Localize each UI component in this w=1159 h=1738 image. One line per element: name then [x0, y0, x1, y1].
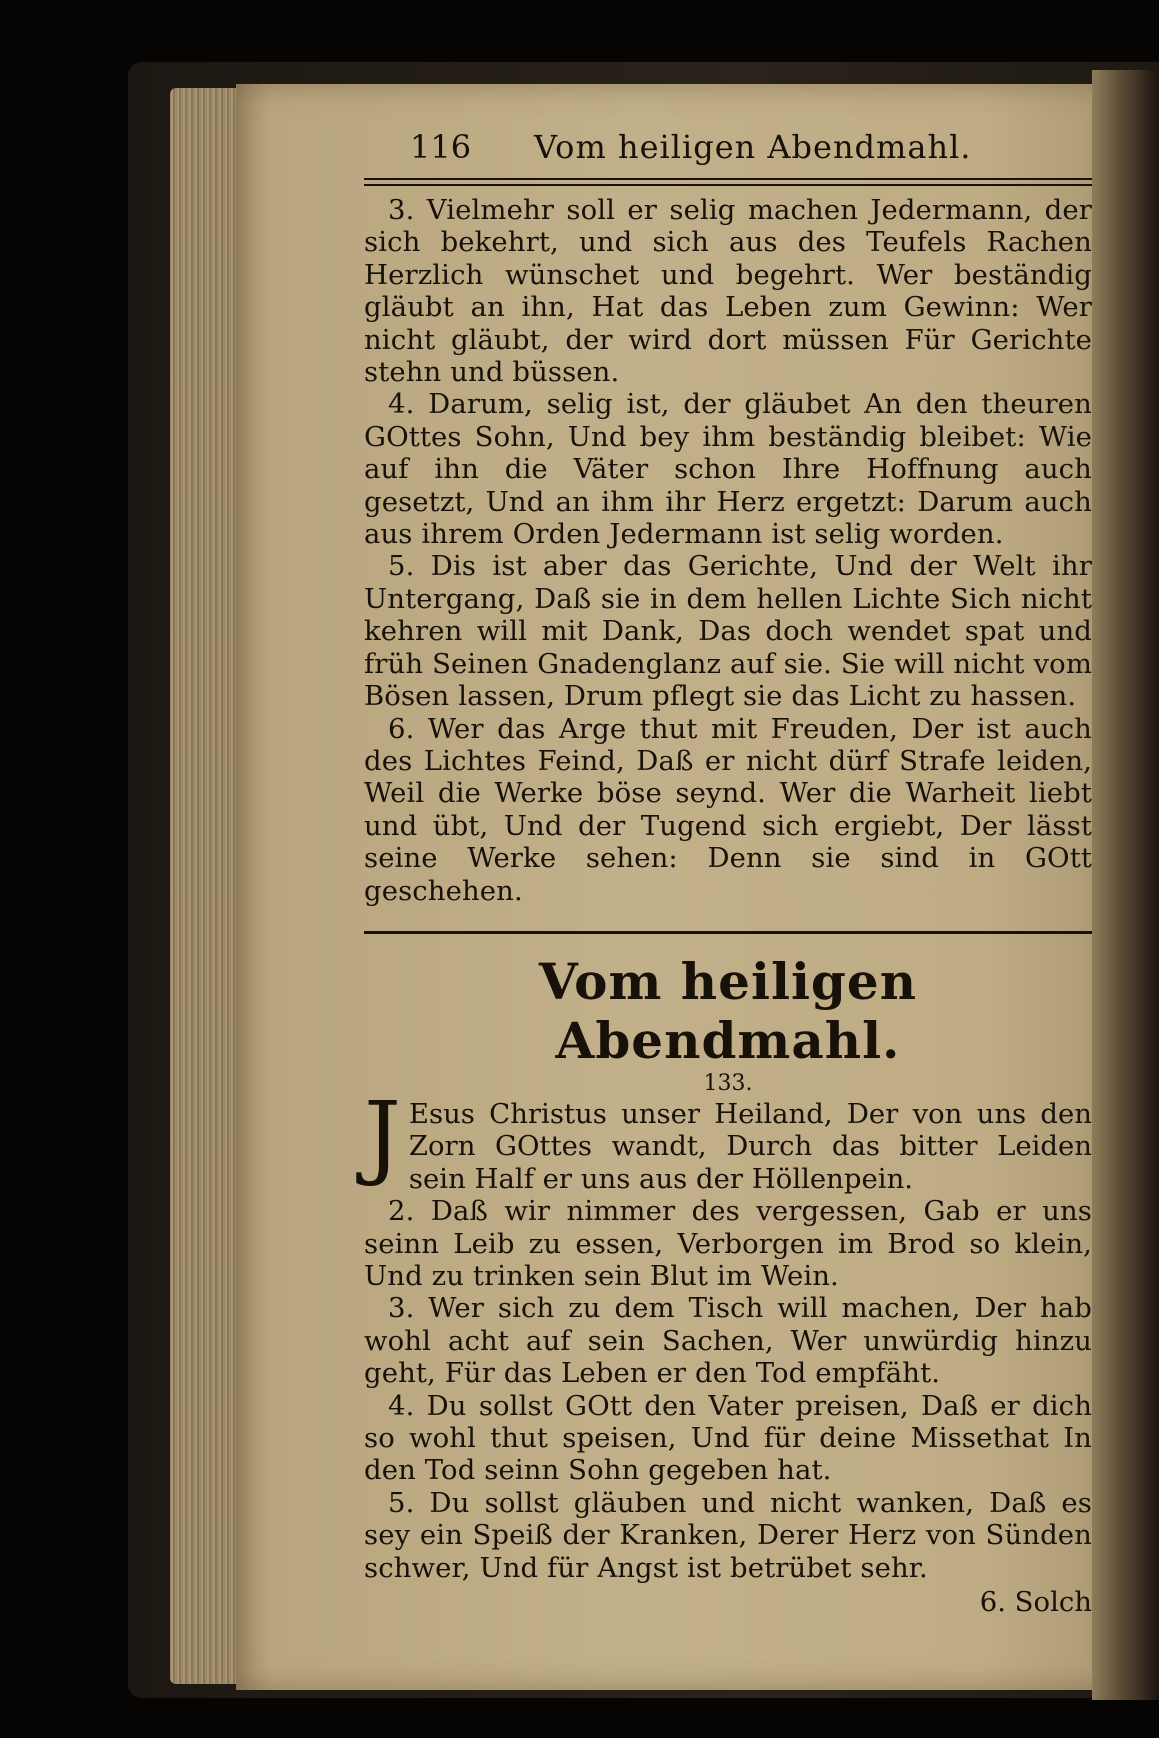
hymn-stanza-2: 2. Daß wir nimmer des vergessen, Gab er uns seinn Leib zu essen, Verborgen im Brod so klein, Und zu trinken sein Blut im Wein.: [364, 1195, 1092, 1292]
drop-cap: J: [364, 1081, 401, 1189]
stanza-3: 3. Vielmehr soll er selig machen Jedermann, der sich bekehrt, und sich aus des Teufels Rachen Herzlich wünschet und begehrt. Wer beständig gläubt an ihn, Hat das Leben zum Gewinn: Wer nicht gläubt, der wird dort müssen Für Gerichte stehn und büssen.: [364, 194, 1092, 389]
page-header: [364, 118, 1092, 178]
running-title: Vom heiligen Abendmahl.: [534, 128, 972, 166]
stanza-6: 6. Wer das Arge thut mit Freuden, Der ist auch des Lichtes Feind, Daß er nicht dürf Strafe leiden, Weil die Werke böse seynd. Wer die Warheit liebt und übt, Und der Tugend sich ergiebt, Der lässt seine Werke sehen: Denn sie sind in GOtt geschehen.: [364, 712, 1092, 907]
stanza-5: 5. Dis ist aber das Gerichte, Und der Welt ihr Untergang, Daß sie in dem hellen Lichte Sich nicht kehren will mit Dank, Das doch wendet spat und früh Seinen Gnadenglanz auf sie. Sie will nicht vom Bösen lassen, Drum pflegt sie das Licht zu hassen.: [364, 550, 1092, 713]
hymn-stanza-5: 5. Du sollst gläuben und nicht wanken, Daß es sey ein Speiß der Kranken, Derer Herz von Sünden schwer, Und für Angst ist betrübet sehr.: [364, 1486, 1092, 1584]
hymn-number: 133.: [703, 1070, 753, 1096]
page-text: [364, 118, 1092, 1618]
book-gutter: [1092, 70, 1159, 1700]
hymn-stanza-3: 3. Wer sich zu dem Tisch will machen, Der hab wohl acht auf sein Sachen, Wer unwürdig hinzu geht, Für das Leben er den Tod empfäht.: [364, 1292, 1092, 1390]
section-divider: [364, 931, 1092, 934]
stanza-4: 4. Darum, selig ist, der gläubet An den theuren GOttes Sohn, Und bey ihm beständig bleibet: Wie auf ihn die Väter schon Ihre Hoffnung auch gesetzt, Und an ihm ihr Herz ergetzt: Darum auch aus ihrem Orden Jedermann ist selig worden.: [364, 388, 1092, 551]
catchword: 6. Solch: [979, 1586, 1092, 1619]
hymn-stanza-4: 4. Du sollst GOtt den Vater preisen, Daß er dich so wohl thut speisen, Und für deine Missethat In den Tod seinn Sohn gegeben hat.: [364, 1389, 1092, 1487]
header-rule: [364, 178, 1092, 186]
hymn-title: Vom heiligen Abendmahl.: [538, 951, 918, 1070]
page-number: 116: [410, 128, 472, 166]
hymn-stanza-1-text: Esus Christus unser Heiland, Der von uns den Zorn GOttes wandt, Durch das bitter Leiden sein Half er uns aus der Höllenpein.: [408, 1097, 1092, 1195]
